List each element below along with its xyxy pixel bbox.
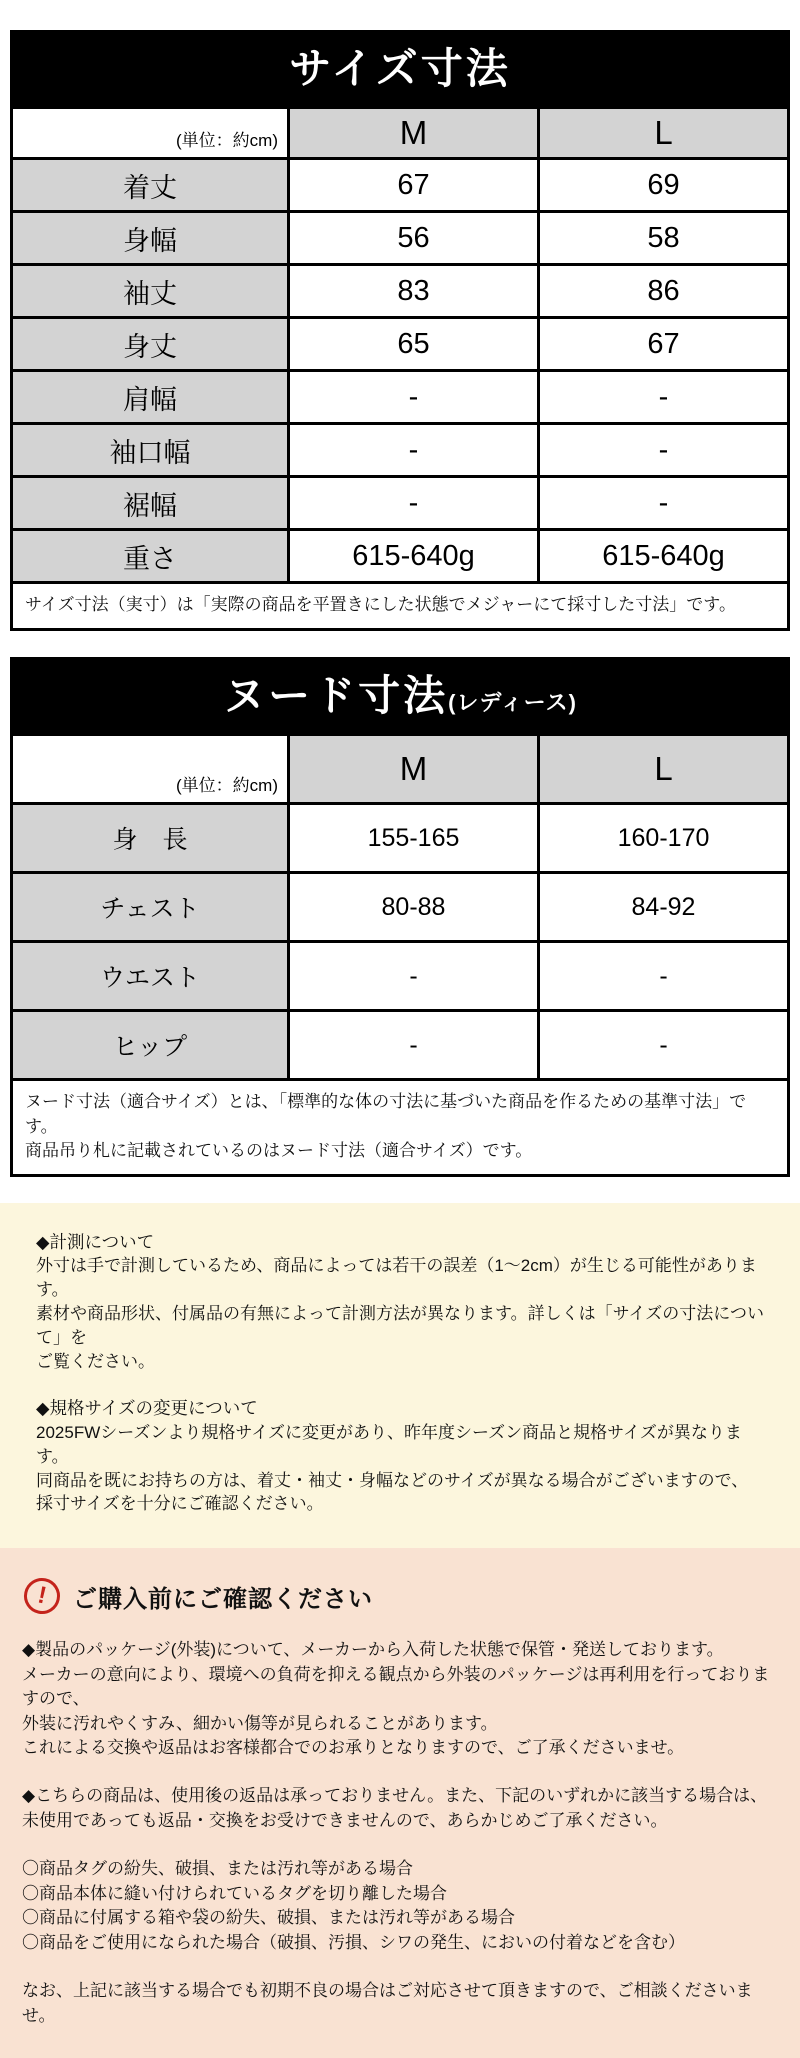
- value-l: -: [537, 425, 787, 475]
- purchase-notice-paragraph: ◆こちらの商品は、使用後の返品は承っておりません。また、下記のいずれかに該当する場合は、 未使用であっても返品・交換をお受けできませんので、あらかじめご了承ください。: [22, 1786, 768, 1830]
- row-label: 身 長: [13, 805, 287, 871]
- value-l: 615-640g: [537, 531, 787, 581]
- nude-table-header-row: [13, 733, 787, 802]
- nude-table-title-main: ヌード寸法: [223, 671, 449, 719]
- table-row: [13, 210, 787, 263]
- table-row: [13, 528, 787, 581]
- size-measurement-table: [10, 30, 790, 631]
- purchase-notice-paragraph: ◆製品のパッケージ(外装)について、メーカーから入荷した状態で保管・発送しております。 メーカーの意向により、環境への負荷を抑える観点から外装のパッケージは再利用を行っておりますので、 外装に汚れやくすみ、細かい傷等が見られることがあります。 これによる交換や返品はお客様都合でのお承りとなりますので、ご了承くださいませ。: [22, 1640, 770, 1757]
- nude-table-title: [13, 660, 787, 733]
- value-l: -: [537, 478, 787, 528]
- value-l: 69: [537, 160, 787, 210]
- note-heading: ◆規格サイズの変更について: [36, 1398, 258, 1419]
- size-table-title: サイズ寸法: [13, 33, 787, 106]
- row-label: 袖口幅: [13, 425, 287, 475]
- value-m: 80-88: [287, 874, 537, 940]
- column-header-m: M: [287, 736, 537, 802]
- note-about-measuring: [36, 1230, 770, 1373]
- row-label: 着丈: [13, 160, 287, 210]
- value-m: -: [287, 478, 537, 528]
- table-row: [13, 157, 787, 210]
- value-m: 83: [287, 266, 537, 316]
- value-l: 84-92: [537, 874, 787, 940]
- value-l: -: [537, 943, 787, 1009]
- table-row: [13, 422, 787, 475]
- nude-table-footnote: ヌード寸法（適合サイズ）とは、「標準的な体の寸法に基づいた商品を作るための基準寸法」です。 商品吊り札に記載されているのはヌード寸法（適合サイズ）です。: [13, 1078, 787, 1174]
- table-row: [13, 940, 787, 1009]
- unit-label: (単位：約cm): [13, 736, 287, 802]
- row-label: ウエスト: [13, 943, 287, 1009]
- row-label: 裾幅: [13, 478, 287, 528]
- value-l: -: [537, 1012, 787, 1078]
- note-body: 2025FWシーズンより規格サイズに変更があり、昨年度シーズン商品と規格サイズが異なります。 同商品を既にお持ちの方は、着丈・袖丈・身幅などのサイズが異なる場合がございますので、 採寸サイズを十分にご確認ください。: [36, 1422, 749, 1514]
- value-l: 58: [537, 213, 787, 263]
- table-row: [13, 802, 787, 871]
- row-label: 肩幅: [13, 372, 287, 422]
- value-m: 65: [287, 319, 537, 369]
- note-size-spec-change: [36, 1396, 770, 1516]
- value-m: 155-165: [287, 805, 537, 871]
- value-l: 67: [537, 319, 787, 369]
- size-table-header-row: [13, 106, 787, 157]
- table-row: [13, 263, 787, 316]
- purchase-notice-closing: なお、上記に該当する場合でも初期不良の場合はご対応させて頂きますので、ご相談くださいませ。: [22, 1981, 753, 2025]
- exclamation-circle-icon: !: [21, 1575, 64, 1618]
- table-row: [13, 871, 787, 940]
- purchase-notice-list: 〇商品タグの紛失、破損、または汚れ等がある場合 〇商品本体に縫い付けられているタグを切り離した場合 〇商品に付属する箱や袋の紛失、破損、または汚れ等がある場合 〇商品をご使用になられた場合（破損、汚損、シワの発生、においの付着などを含む）: [22, 1859, 685, 1952]
- size-table-footnote: サイズ寸法（実寸）は「実際の商品を平置きにした状態でメジャーにて採寸した寸法」です。: [13, 581, 787, 628]
- note-heading: ◆計測について: [36, 1231, 155, 1252]
- nude-table-title-suffix: (レディース): [448, 689, 577, 715]
- unit-label: (単位：約cm): [13, 109, 287, 157]
- column-header-m: M: [287, 109, 537, 157]
- table-row: [13, 369, 787, 422]
- value-m: 56: [287, 213, 537, 263]
- value-m: -: [287, 372, 537, 422]
- measurement-notes-section: [0, 1203, 800, 1548]
- purchase-notice-title: ご購入前にご確認ください: [73, 1585, 373, 1613]
- row-label: チェスト: [13, 874, 287, 940]
- note-body: 外寸は手で計測しているため、商品によっては若干の誤差（1～2cm）が生じる可能性があります。 素材や商品形状、付属品の有無によって計測方法が異なります。詳しくは「サイズの寸法について」を ご覧ください。: [36, 1256, 764, 1371]
- value-l: -: [537, 372, 787, 422]
- column-header-l: L: [537, 736, 787, 802]
- table-row: [13, 475, 787, 528]
- value-m: -: [287, 943, 537, 1009]
- table-row: [13, 316, 787, 369]
- row-label: 身幅: [13, 213, 287, 263]
- size-spec-page: [0, 30, 800, 2025]
- purchase-notice-section: [0, 1548, 800, 2058]
- value-l: 160-170: [537, 805, 787, 871]
- value-l: 86: [537, 266, 787, 316]
- value-m: -: [287, 1012, 537, 1078]
- column-header-l: L: [537, 109, 787, 157]
- nude-measurement-table: [10, 657, 790, 1177]
- row-label: 袖丈: [13, 266, 287, 316]
- row-label: 身丈: [13, 319, 287, 369]
- value-m: 615-640g: [287, 531, 537, 581]
- table-row: [13, 1009, 787, 1078]
- value-m: -: [287, 425, 537, 475]
- purchase-notice-header: [22, 1578, 776, 1614]
- row-label: ヒップ: [13, 1012, 287, 1078]
- row-label: 重さ: [13, 531, 287, 581]
- value-m: 67: [287, 160, 537, 210]
